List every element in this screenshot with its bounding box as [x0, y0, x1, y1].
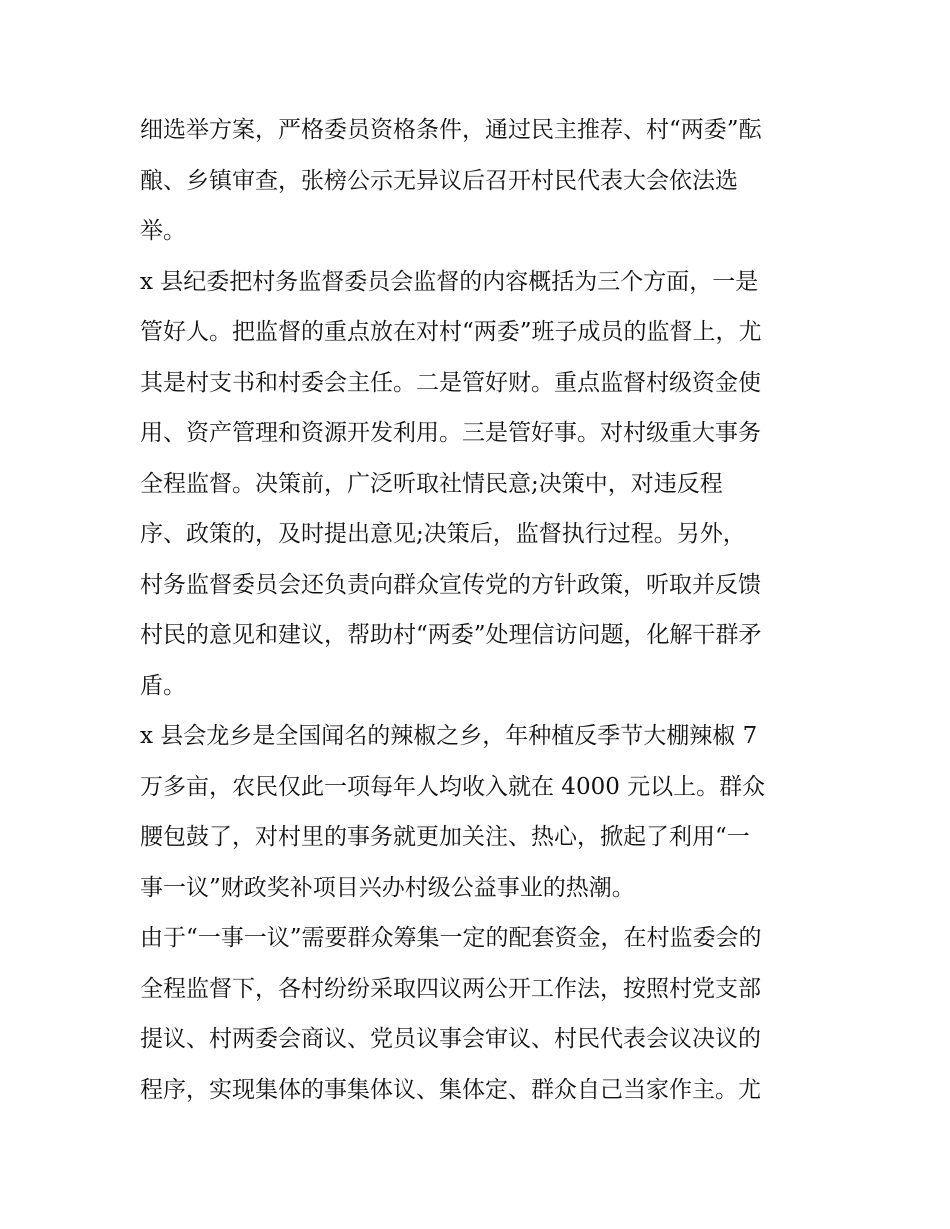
text-line: 盾。 [140, 672, 186, 699]
document-body [140, 110, 820, 1120]
text-line: 序、政策的，及时提出意见;决策后，监督执行过程。另外， [140, 521, 746, 547]
text-line: 由于“一事一议”需要群众筹集一定的配套资金，在村监委会的 [140, 925, 762, 951]
text-line: 万多亩，农民仅此一项每年人均收入就在 4000 元以上。群众 [140, 773, 766, 800]
text-line: 用、资产管理和资源开发利用。三是管好事。对村级重大事务 [140, 420, 761, 446]
text-line: 提议、村两委会商议、党员议事会审议、村民代表会议决议的 [140, 1026, 761, 1052]
text-line: 举。 [140, 218, 186, 244]
text-line: 细选举方案，严格委员资格条件，通过民主推荐、村“两委”酝 [140, 117, 762, 143]
text-line: x 县纪委把村务监督委员会监督的内容概括为三个方面，一是 [140, 268, 759, 295]
text-line: 管好人。把监督的重点放在对村“两委”班子成员的监督上，尤 [140, 319, 762, 345]
text-line: 全程监督。决策前，广泛听取社情民意;决策中，对违反程 [140, 470, 723, 497]
text-line: 程序，实现集体的事集体议、集体定、群众自己当家作主。尤 [140, 1076, 761, 1103]
text-line: x 县会龙乡是全国闻名的辣椒之乡，年种植反季节大棚辣椒 7 [140, 723, 758, 749]
text-line: 村民的意见和建议，帮助村“两委”处理信访问题，化解干群矛 [140, 622, 762, 648]
text-line: 全程监督下，各村纷纷采取四议两公开工作法，按照村党支部 [140, 975, 761, 1002]
text-line: 酿、乡镇审查，张榜公示无异议后召开村民代表大会依法选 [140, 167, 738, 194]
text-line: 腰包鼓了，对村里的事务就更加关注、热心，掀起了利用“一 [140, 824, 750, 850]
text-line: 其是村支书和村委会主任。二是管好财。重点监督村级资金使 [140, 369, 761, 396]
text-line: 村务监督委员会还负责向群众宣传党的方针政策，听取并反馈 [140, 571, 761, 598]
text-line: 事一议”财政奖补项目兴办村级公益事业的热潮。 [140, 874, 635, 901]
